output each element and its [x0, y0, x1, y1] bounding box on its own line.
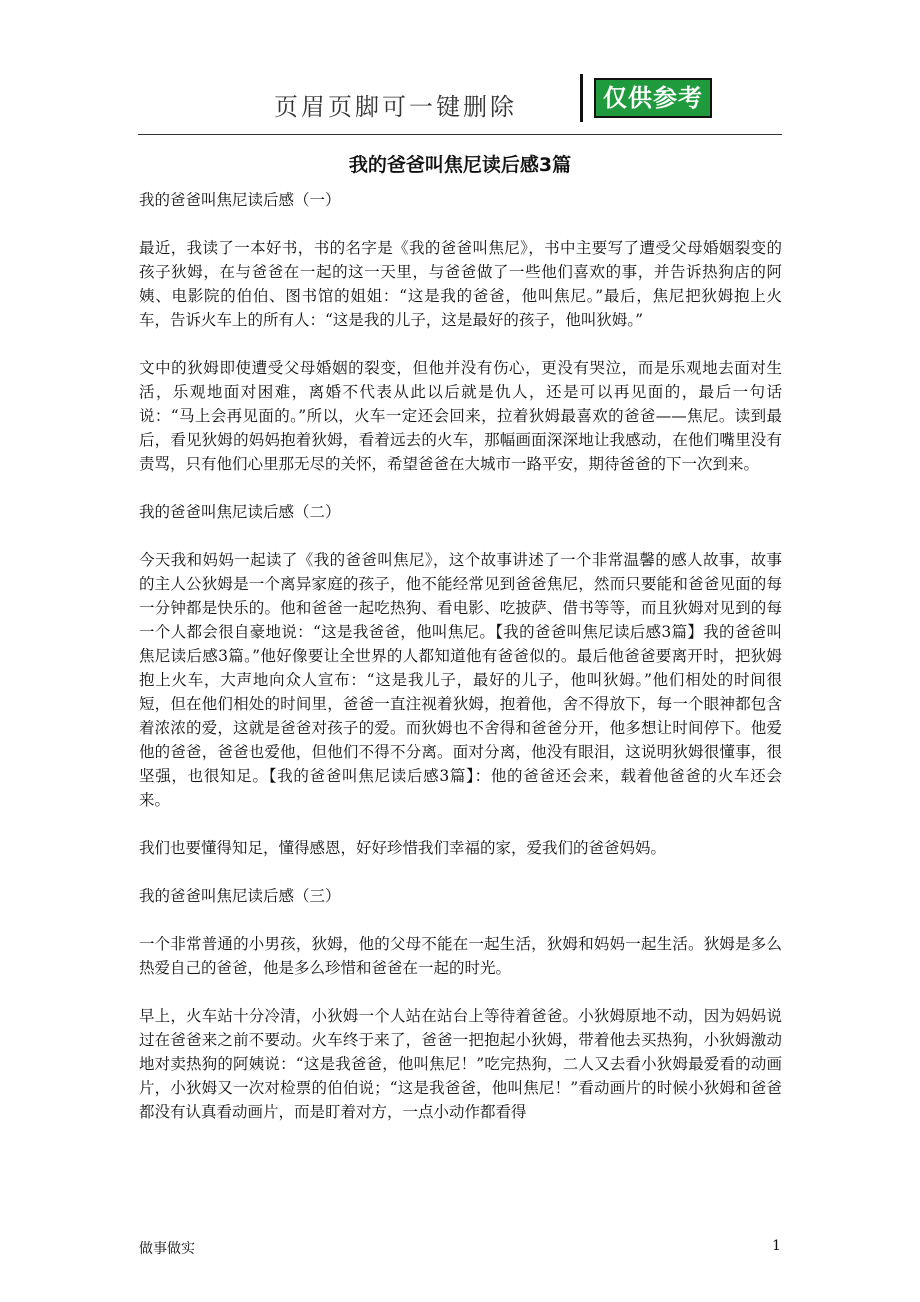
section-heading-3: 我的爸爸叫焦尼读后感（三） [139, 887, 341, 905]
section-heading-2: 我的爸爸叫焦尼读后感（二） [139, 503, 341, 521]
header-banner-text: 页眉页脚可一键删除 [274, 93, 517, 121]
header-banner [200, 74, 728, 128]
document-title: 我的爸爸叫焦尼读后感3篇 [348, 154, 572, 176]
footer-text: 做事做实 [139, 1241, 195, 1257]
paragraph: 我们也要懂得知足，懂得感恩，好好珍惜我们幸福的家，爱我们的爸爸妈妈。 [139, 839, 667, 857]
section-heading-1: 我的爸爸叫焦尼读后感（一） [139, 191, 341, 209]
paragraph: 今天我和妈妈一起读了《我的爸爸叫焦尼》，这个故事讲述了一个非常温馨的感人故事，故事的主人公狄姆是一个离异家庭的孩子，他不能经常见到爸爸焦尼，然而只要能和爸爸见面的每一分钟都是快乐的。他和爸爸一起吃热狗、看电影、吃披萨、借书等等，而且狄姆对见到的每一个人都会很自豪地说：“这是我爸爸，他叫焦尼。【我的爸爸叫焦尼读后感3篇】我的爸爸叫焦尼读后感3篇。”他好像要让全世界的人都知道他有爸爸似的。最后他爸爸要离开时，把狄姆抱上火车，大声地向众人宣布：“这是我儿子，最好的儿子，他叫狄姆。”他们相处的时间很短，但在他们相处的时间里，爸爸一直注视着狄姆，抱着他，舍不得放下，每一个眼神都包含着浓浓的爱，这就是爸爸对孩子的爱。而狄姆也不舍得和爸爸分开，他多想让时间停下。他爱他的爸爸，爸爸也爱他，但他们不得不分离。面对分离，他没有眼泪，这说明狄姆很懂事，很坚强，也很知足。【我的爸爸叫焦尼读后感3篇】：他的爸爸还会来，载着他爸爸的火车还会来。 [139, 551, 782, 809]
paragraph: 文中的狄姆即使遭受父母婚姻的裂变，但他并没有伤心，更没有哭泣，而是乐观地去面对生活，乐观地面对困难，离婚不代表从此以后就是仇人，还是可以再见面的，最后一句话说：“马上会再见面的。”所以，火车一定还会回来，拉着狄姆最喜欢的爸爸——焦尼。读到最后，看见狄姆的妈妈抱着狄姆，看着远去的火车，那幅画面深深地让我感动，在他们嘴里没有责骂，只有他们心里那无尽的关怀，希望爸爸在大城市一路平安，期待爸爸的下一次到来。 [139, 359, 782, 473]
header-divider [580, 74, 583, 122]
paragraph: 早上，火车站十分冷清，小狄姆一个人站在站台上等待着爸爸。小狄姆原地不动，因为妈妈说过在爸爸来之前不要动。火车终于来了，爸爸一把抱起小狄姆，带着他去买热狗，小狄姆激动地对卖热狗的阿姨说：“这是我爸爸，他叫焦尼！”吃完热狗，二人又去看小狄姆最爱看的动画片，小狄姆又一次对检票的伯伯说；“这是我爸爸，他叫焦尼！”看动画片的时候小狄姆和爸爸都没有认真看动画片，而是盯着对方，一点小动作都看得 [139, 1007, 782, 1121]
page-number: 1 [772, 1238, 781, 1254]
paragraph: 最近，我读了一本好书，书的名字是《我的爸爸叫焦尼》，书中主要写了遭受父母婚姻裂变的孩子狄姆，在与爸爸在一起的这一天里，与爸爸做了一些他们喜欢的事，并告诉热狗店的阿姨、电影院的伯伯、图书馆的姐姐：“这是我的爸爸，他叫焦尼。”最后，焦尼把狄姆抱上火车，告诉火车上的所有人：“这是我的儿子，这是最好的孩子，他叫狄姆。” [139, 239, 782, 329]
header-rule [138, 134, 782, 135]
document-body [139, 188, 782, 1148]
paragraph: 一个非常普通的小男孩，狄姆，他的父母不能在一起生活，狄姆和妈妈一起生活。狄姆是多么热爱自己的爸爸，他是多么珍惜和爸爸在一起的时光。 [139, 935, 782, 977]
reference-only-badge: 仅供参考 [594, 78, 712, 118]
